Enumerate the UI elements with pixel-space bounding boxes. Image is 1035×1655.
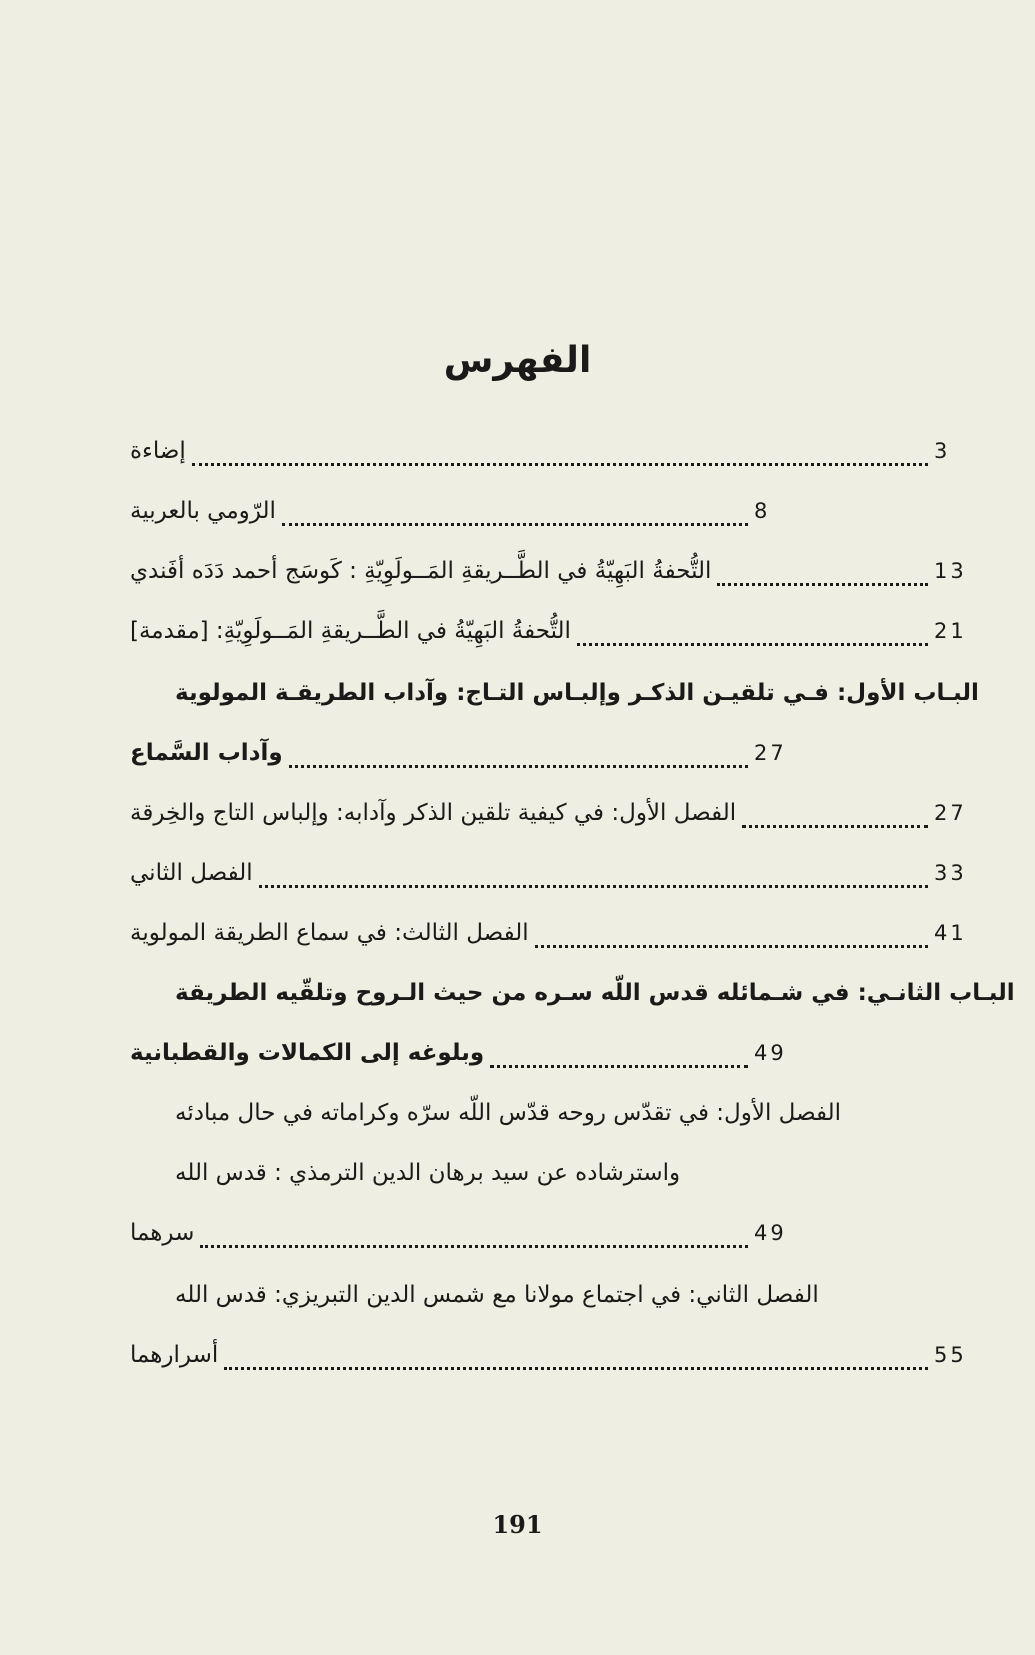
dot-leader xyxy=(200,1219,748,1248)
toc-entry-page: 41 xyxy=(934,921,967,945)
toc-entry-title: الرّومي بالعربية xyxy=(130,498,276,524)
toc-entry-page: 21 xyxy=(934,619,967,643)
toc-entry xyxy=(130,598,990,646)
toc-entry-title: البـاب الثانـي: في شـمائله قدس اللّه سـره من حيث الـروح وتلقّيه الطريقة xyxy=(175,980,1015,1006)
toc-entry xyxy=(175,1080,1005,1128)
dot-leader xyxy=(289,739,748,768)
page-title: الفهرس xyxy=(443,340,592,381)
dot-leader xyxy=(535,919,928,948)
toc-entry-title: الفصل الثاني xyxy=(130,860,253,886)
toc-entry-page: 33 xyxy=(934,861,967,885)
toc-entry-title: التُّحفةُ البَهِيّةُ في الطَّــريقةِ المَــولَوِيّةِ: [مقدمة] xyxy=(130,618,571,644)
toc-entry-title: أسرارهما xyxy=(130,1342,219,1368)
toc-entry-title: سرهما xyxy=(130,1220,195,1246)
dot-leader xyxy=(490,1039,748,1068)
toc-entry-title: وبلوغه إلى الكمالات والقطبانية xyxy=(130,1040,485,1066)
dot-leader xyxy=(577,617,928,646)
toc-entry xyxy=(130,538,990,586)
toc-entry-title: واسترشاده عن سيد برهان الدين الترمذي : قدس الله xyxy=(175,1160,681,1186)
toc-entry-title: الفصل الأول: في كيفية تلقين الذكر وآدابه: وإلباس التاج والخِرقة xyxy=(130,800,737,826)
toc-entry-title: وآداب السَّماع xyxy=(130,740,283,766)
dot-leader xyxy=(224,1341,928,1370)
page-number: 191 xyxy=(492,1510,543,1539)
toc-entry-page: 3 xyxy=(934,439,951,463)
dot-leader xyxy=(717,557,928,586)
toc-entry-title: الفصل الثالث: في سماع الطريقة المولوية xyxy=(130,920,529,946)
toc-entry-page: 55 xyxy=(934,1343,967,1367)
toc-entry xyxy=(175,1262,1005,1310)
toc-entry-title: الفصل الثاني: في اجتماع مولانا مع شمس الدين التبريزي: قدس الله xyxy=(175,1282,819,1308)
toc-entry xyxy=(175,1140,810,1188)
toc-entry-page: 27 xyxy=(754,741,787,765)
toc-entry xyxy=(175,660,1005,708)
toc-entry-page: 49 xyxy=(754,1221,787,1245)
toc-entry-page: 13 xyxy=(934,559,967,583)
toc-entry xyxy=(130,720,810,768)
toc-entry xyxy=(130,1020,810,1068)
toc-entry-title: الفصل الأول: في تقدّس روحه قدّس اللّه سرّه وكراماته في حال مبادئه xyxy=(175,1100,842,1126)
toc-entry-title: إضاءة xyxy=(130,438,186,464)
toc-entry-page: 49 xyxy=(754,1041,787,1065)
toc-entry xyxy=(130,1200,810,1248)
toc-entry xyxy=(130,418,990,466)
toc-entry-title: البـاب الأول: فـي تلقيـن الذكـر وإلبـاس التـاج: وآداب الطريقـة المولوية xyxy=(175,680,979,706)
dot-leader xyxy=(742,799,928,828)
toc-entry xyxy=(130,1322,990,1370)
toc-entry-page: 27 xyxy=(934,801,967,825)
dot-leader xyxy=(282,497,748,526)
toc-entry xyxy=(130,840,990,888)
toc-entry xyxy=(130,780,990,828)
toc-entry xyxy=(130,478,810,526)
toc-entry xyxy=(175,960,1015,1008)
dot-leader xyxy=(192,437,928,466)
dot-leader xyxy=(259,859,928,888)
toc-entry-title: التُّحفةُ البَهِيّةُ في الطَّــريقةِ المَــولَوِيّةِ : كَوسَج أحمد دَدَه أفَندي xyxy=(130,558,712,584)
toc-entry xyxy=(130,900,990,948)
toc-entry-page: 8 xyxy=(754,499,771,523)
